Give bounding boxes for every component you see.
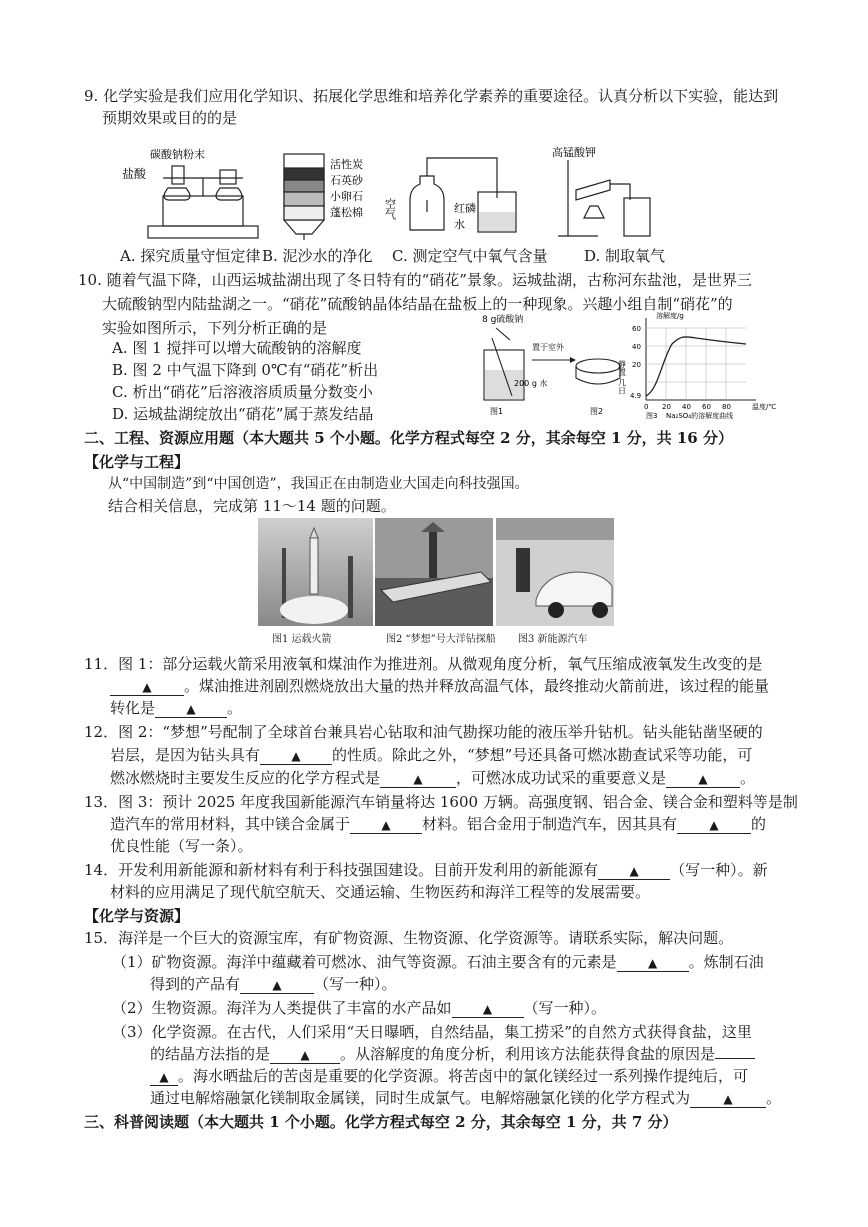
q10-stem: 随着气温下降，山西运城盐湖出现了冬日特有的“硝花”景象。运城盐湖，古称河东盐池，是世界三 — [106, 271, 752, 289]
label-na2co3: 碳酸钠粉末 — [150, 148, 205, 161]
label-air: 空气 — [383, 198, 397, 220]
q14-text1b: （写一种）。新 — [670, 861, 768, 879]
q13-line1 — [84, 792, 798, 812]
q12-line2 — [110, 745, 752, 765]
q10-stem-line1 — [78, 270, 752, 290]
q11-line1 — [84, 654, 762, 674]
section3-title: 三、科普阅读题（本大题共 1 个小题。化学方程式每空 2 分，其余每空 1 分，共 7 分） — [84, 1113, 678, 1131]
q15-p1d: （写一种）。 — [314, 975, 397, 993]
label-quartz-sand: 石英砂 — [330, 174, 363, 187]
q14-number: 14． — [84, 861, 119, 879]
q12-text1: 图 2：“梦想”号配制了全球首台兼具岩心钻取和油气勘探功能的液压举升钻机。钻头能钻凿坚硬的 — [118, 723, 763, 741]
label-water: 水 — [454, 218, 465, 231]
q13-number: 13． — [84, 793, 119, 811]
q11-number: 11． — [84, 655, 119, 673]
q15-p2a: （2）生物资源。海洋为人类提供了丰富的水产品如 — [112, 999, 452, 1017]
label-hcl: 盐酸 — [122, 167, 147, 181]
q9-option-c: C. 测定空气中氧气含量 — [392, 247, 548, 265]
ytick-60: 60 — [632, 325, 641, 333]
q15-p3f: 。 — [766, 1089, 782, 1107]
q14-answer-blank-1[interactable]: ▲ — [598, 862, 670, 880]
q15-part2 — [112, 998, 606, 1018]
q15-part1-line2 — [150, 974, 397, 994]
q13-line2 — [110, 814, 766, 834]
label-phosphorus: 红磷 — [454, 202, 476, 215]
xtick-60: 60 — [702, 403, 711, 411]
q14-line2: 材料的应用满足了现代航空航天、交通运输、生物医药和海洋工程等的发展需要。 — [110, 883, 651, 901]
q10-option-a: A. 图 1 搅拌可以增大硫酸钠的溶解度 — [112, 339, 362, 357]
q12-answer-blank-3[interactable]: ▲ — [666, 770, 740, 788]
drill-ship-image — [375, 518, 493, 626]
q11-text3a: 转化是 — [110, 699, 156, 717]
q12-text2a: 岩层，是因为钻头具有 — [110, 746, 261, 764]
q15-answer-blank-2[interactable]: ▲ — [240, 976, 314, 994]
rocket-image — [258, 518, 373, 626]
q12-line1 — [84, 722, 763, 742]
ytick-20: 20 — [632, 361, 641, 369]
q11-answer-blank-2[interactable]: ▲ — [155, 700, 227, 718]
xtick-0: 0 — [644, 403, 649, 411]
xtick-40: 40 — [682, 403, 691, 411]
label-mass: 8 g硫酸钠 — [482, 315, 524, 325]
label-still: 静置 几日 — [617, 360, 627, 395]
figure-d-oxygen-prep — [558, 160, 650, 236]
q15-p3d: 。海水晒盐后的苦卤是重要的化学资源。将苦卤中的氯化镁经过一系列操作提纯后，可 — [178, 1067, 749, 1085]
q13-text2c: 的 — [751, 815, 767, 833]
q15-line0 — [84, 928, 733, 948]
q9-number: 9. — [84, 87, 99, 105]
q9-option-d: D. 制取氧气 — [584, 247, 666, 265]
q15-number: 15． — [84, 929, 119, 947]
caption-rocket: 图1 运载火箭 — [272, 634, 332, 645]
q15-part3-line3 — [150, 1066, 748, 1086]
q15-answer-blank-1[interactable]: ▲ — [617, 954, 689, 972]
q10-stem-line2: 大硫酸钠型内陆盐湖之一。“硝花”硫酸钠晶体结晶在盐板上的一种现象。兴趣小组自制“硝花”的 — [102, 295, 733, 313]
figure-a-balance — [148, 166, 258, 238]
q12-answer-blank-2[interactable]: ▲ — [380, 770, 456, 788]
q9-option-a: A. 探究质量守恒定律 — [120, 247, 261, 265]
q9-stem-line1 — [84, 86, 778, 106]
q12-line3 — [110, 768, 755, 788]
q15-p3c: 。从溶解度的角度分析，利用该方法能获得食盐的原因是 — [340, 1045, 716, 1063]
q13-text1: 图 3：预计 2025 年度我国新能源汽车销量将达 1600 万辆。高强度钢、铝合金、镁合金和塑料等是制 — [118, 793, 798, 811]
q9-option-b: B. 泥沙水的净化 — [262, 247, 373, 265]
q12-text3b: ，可燃冰成功试采的重要意义是 — [456, 769, 667, 787]
q15-p3b: 的结晶方法指的是 — [150, 1045, 271, 1063]
label-fig2: 图2 — [590, 407, 604, 416]
q13-text2a: 造汽车的常用材料，其中镁合金属于 — [110, 815, 351, 833]
ytick-40: 40 — [632, 343, 641, 351]
q11-answer-blank-1[interactable]: ▲ — [110, 678, 184, 696]
q13-answer-blank-2[interactable]: ▲ — [677, 816, 751, 834]
q12-text2b: 的性质。除此之外，“梦想”号还具备可燃冰勘查试采等功能，可 — [332, 746, 753, 764]
q9-figures — [108, 140, 668, 245]
q15-part3-line2 — [150, 1044, 755, 1064]
section2-subtitle-resources: 【化学与资源】 — [84, 907, 190, 925]
q15-p1a: （1）矿物资源。海洋中蕴藏着可燃冰、油气等资源。石油主要含有的元素是 — [112, 953, 617, 971]
section2-intro1: 从“中国制造”到“中国创造”，我国正在由制造业大国走向科技强国。 — [108, 476, 529, 492]
q12-answer-blank-1[interactable]: ▲ — [260, 747, 332, 765]
q14-text1a: 开发利用新能源和新材料有利于科技强国建设。目前开发利用的新能源有 — [118, 861, 599, 879]
q10-option-c: C. 析出“硝花”后溶液溶质质量分数变小 — [112, 383, 373, 401]
q11-text3b: 。 — [227, 699, 243, 717]
q11-text1: 图 1：部分运载火箭采用液氧和煤油作为推进剂。从微观角度分析，氧气压缩成液氧发生改变的是 — [118, 655, 763, 673]
q15-p1b: 。炼制石油 — [688, 953, 764, 971]
q10-number: 10. — [78, 271, 102, 289]
q11-line2 — [110, 676, 769, 696]
chart-ylabel: 溶解度/g — [656, 312, 684, 320]
solubility-chart — [630, 311, 776, 420]
q12-text3c: 。 — [740, 769, 756, 787]
q15-p3e: 通过电解熔融氯化镁制取金属镁，同时生成氯气。电解熔融氯化镁的化学方程式为 — [150, 1089, 691, 1107]
q10-stem-line3: 实验如图所示，下列分析正确的是 — [102, 319, 328, 337]
section2-intro2: 结合相关信息，完成第 11～14 题的问题。 — [108, 497, 396, 515]
q13-line3: 优良性能（写一条）。 — [110, 837, 253, 855]
q15-part3-line1: （3）化学资源。在古代，人们采用“天日曝晒，自然结晶，集工捞采”的自然方式获得食盐，这里 — [112, 1023, 752, 1041]
q10-option-d: D. 运城盐湖绽放出“硝花”属于蒸发结晶 — [112, 405, 374, 423]
q13-text2b: 材料。铝合金用于制造汽车，因其具有 — [422, 815, 678, 833]
label-fig3: 图3 — [646, 412, 658, 420]
label-place-outdoor: 置于室外 — [532, 343, 564, 352]
q15-text0: 海洋是一个巨大的资源宝库，有矿物资源、生物资源、化学资源等。请联系实际，解决问题。 — [118, 929, 734, 947]
figure-b-filter — [284, 154, 324, 240]
label-activated-carbon: 活性炭 — [330, 158, 363, 171]
label-curve-caption: Na₂SO₄的溶解度曲线 — [666, 412, 734, 420]
q12-number: 12． — [84, 723, 119, 741]
section2-subtitle-engineering: 【化学与工程】 — [84, 453, 190, 471]
xtick-20: 20 — [662, 403, 671, 411]
chart-xlabel: 温度/℃ — [752, 403, 777, 411]
q14-line1 — [84, 860, 768, 880]
label-kmno4: 高锰酸钾 — [552, 146, 596, 159]
xtick-80: 80 — [722, 403, 731, 411]
q15-p1c: 得到的产品有 — [150, 975, 241, 993]
section2-title: 二、工程、资源应用题（本大题共 5 个小题。化学方程式每空 2 分，其余每空 1 分，共 16 分） — [84, 429, 733, 447]
q15-answer-blank-5a[interactable] — [715, 1058, 755, 1059]
label-pebbles: 小卵石 — [330, 190, 363, 203]
q15-p2b: （写一种）。 — [523, 999, 607, 1017]
q15-part3-line4 — [150, 1088, 781, 1108]
q15-answer-blank-5b[interactable]: ▲ — [150, 1068, 178, 1086]
q11-line3 — [110, 698, 242, 718]
q15-part1-line1 — [112, 952, 764, 972]
q9-stem-line2: 预期效果或目的的是 — [102, 109, 238, 127]
q11-text2: 。煤油推进剂剧烈燃烧放出大量的热并释放高温气体，最终推动火箭前进，该过程的能量 — [184, 677, 770, 695]
q13-answer-blank-1[interactable]: ▲ — [350, 816, 422, 834]
label-cotton: 蓬松棉 — [330, 206, 363, 219]
caption-ship: 图2 “梦想”号大洋钻探船 — [386, 634, 496, 645]
q10-option-b: B. 图 2 中气温下降到 0℃有“硝花”析出 — [112, 361, 379, 379]
q12-text3a: 燃冰燃烧时主要发生反应的化学方程式是 — [110, 769, 381, 787]
ytick-4.9: 4.9 — [630, 392, 642, 400]
label-fig1: 图1 — [490, 407, 504, 416]
q15-answer-blank-6[interactable]: ▲ — [690, 1090, 766, 1108]
q9-stem: 化学实验是我们应用化学知识、拓展化学思维和培养化学素养的重要途径。认真分析以下实验，能达到 — [103, 87, 779, 105]
caption-ev: 图3 新能源汽车 — [518, 634, 588, 645]
ev-car-image — [496, 518, 614, 626]
label-water-mass: 200 g 水 — [514, 379, 548, 388]
q15-answer-blank-3[interactable]: ▲ — [452, 1000, 524, 1018]
q10-figure — [470, 310, 800, 420]
q15-answer-blank-4[interactable]: ▲ — [270, 1046, 340, 1064]
